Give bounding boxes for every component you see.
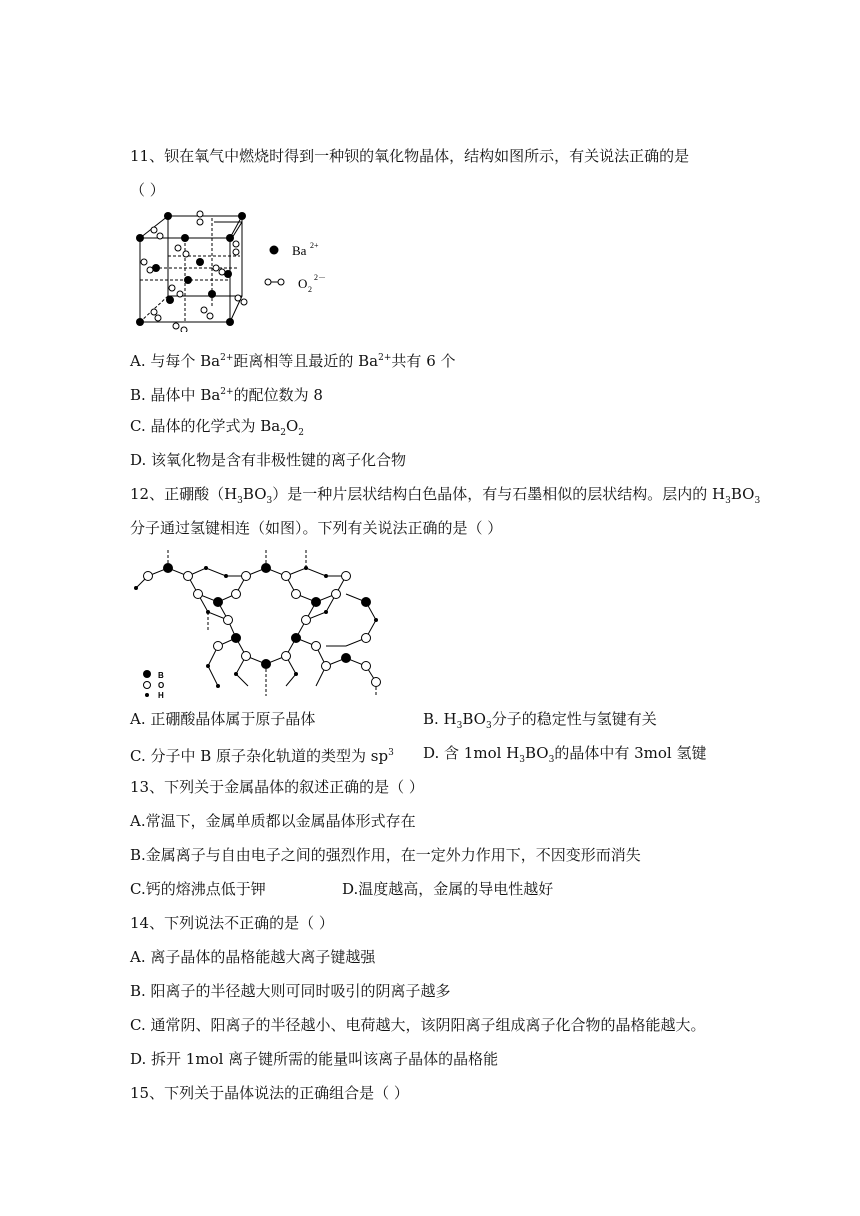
q14-option-a: A. 离子晶体的晶格能越大离子键越强 xyxy=(130,948,376,966)
q13-option-d: D.温度越高，金属的导电性越好 xyxy=(342,880,554,898)
q12-option-c: C. 分子中 B 原子杂化轨道的类型为 $sp^3$ xyxy=(130,747,394,765)
legend-o-sub: 2 xyxy=(308,285,312,294)
q11-option-d: D. 该氧化物是含有非极性键的离子化合物 xyxy=(130,451,407,469)
q12-boric-acid-figure xyxy=(128,546,408,702)
q14-stem: 14、下列说法不正确的是（ ） xyxy=(130,914,334,932)
q13-stem: 13、下列关于金属晶体的叙述正确的是（ ） xyxy=(130,778,424,796)
q13-option-a: A.常温下，金属单质都以金属晶体形式存在 xyxy=(130,812,416,830)
q11-paren: （ ） xyxy=(130,181,165,199)
q15-stem: 15、下列关于晶体说法的正确组合是（ ） xyxy=(130,1084,409,1102)
legend-b: B xyxy=(158,671,164,680)
q12-option-d: D. 含 1mol $H_3BO_3$的晶体中有 3mol 氢键 xyxy=(423,744,707,765)
q14-option-c: C. 通常阴、阳离子的半径越小、电荷越大，该阴阳离子组成离子化合物的晶格能越大。 xyxy=(130,1016,706,1034)
q11-crystal-figure xyxy=(128,208,368,332)
q13-option-c: C.钙的熔沸点低于钾 xyxy=(130,880,266,898)
legend-o: O xyxy=(298,276,308,291)
q14-option-b: B. 阳离子的半径越大则可同时吸引的阴离子越多 xyxy=(130,982,451,1000)
legend-h: H xyxy=(158,691,164,700)
legend-o-charge: 2－ xyxy=(314,273,326,282)
legend-ba-charge: 2+ xyxy=(310,241,319,250)
q13-option-b: B.金属离子与自由电子之间的强烈作用，在一定外力作用下，不因变形而消失 xyxy=(130,846,641,864)
q12-option-b: B. $H_3BO_3$分子的稳定性与氢键有关 xyxy=(423,710,657,731)
q11-option-c: C. 晶体的化学式为 $Ba_2O_2$ xyxy=(130,417,304,438)
q12-option-a: A. 正硼酸晶体属于原子晶体 xyxy=(130,710,316,728)
legend-ba: Ba xyxy=(292,243,307,258)
q11-option-a: A. 与每个 $Ba^{2+}$距离相等且最近的 $Ba^{2+}$共有 6 个 xyxy=(130,352,456,370)
q14-option-d: D. 拆开 1mol 离子键所需的能量叫该离子晶体的晶格能 xyxy=(130,1050,499,1068)
q12-stem-line2: 分子通过氢键相连（如图）。下列有关说法正确的是（ ） xyxy=(130,519,503,537)
q12-stem-line1: 12、正硼酸$(H_3BO_3)$是一种片层状结构白色晶体，有与石墨相似的层状结构。层内的 $H_3BO_3$ xyxy=(130,485,761,506)
q11-stem: 11、钡在氧气中燃烧时得到一种钡的氧化物晶体，结构如图所示，有关说法正确的是 xyxy=(130,147,690,165)
q11-option-b: B. 晶体中 $Ba^{2+}$的配位数为 8 xyxy=(130,386,323,404)
legend-o: O xyxy=(158,681,165,690)
